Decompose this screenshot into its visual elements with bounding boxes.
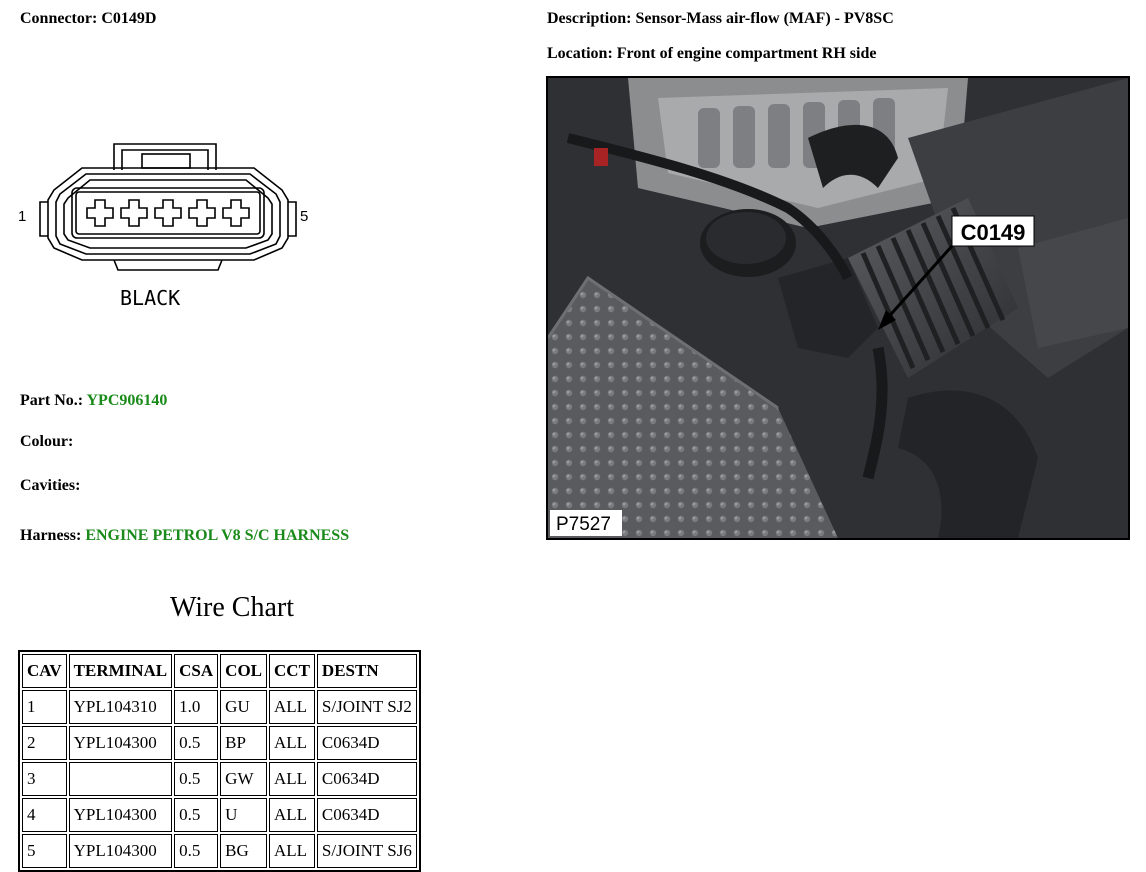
part-no-label: Part No.: <box>20 392 84 409</box>
cavities-row <box>20 477 80 495</box>
header-csa: CSA <box>174 654 218 688</box>
location-heading <box>547 45 876 63</box>
table-row <box>22 726 417 760</box>
cell-cct: ALL <box>269 762 315 796</box>
wire-chart-table <box>18 650 421 872</box>
cell-col: BP <box>220 726 267 760</box>
cell-cav: 5 <box>22 834 67 868</box>
harness-row <box>20 527 349 545</box>
wire-chart-header-row <box>22 654 417 688</box>
wire-chart-title: Wire Chart <box>169 592 295 623</box>
cavity-terminal <box>189 200 215 226</box>
cell-cav: 4 <box>22 798 67 832</box>
header-cav: CAV <box>22 654 67 688</box>
table-row <box>22 690 417 724</box>
part-no-link[interactable]: YPC906140 <box>86 392 168 409</box>
cell-terminal: YPL104300 <box>69 726 173 760</box>
table-row <box>22 762 417 796</box>
part-no-row <box>20 392 167 410</box>
connector-heading <box>20 10 156 28</box>
location-label: Location: <box>547 45 613 62</box>
cell-destn: C0634D <box>317 762 417 796</box>
engine-bay-photo <box>546 76 1130 540</box>
header-cct: CCT <box>269 654 315 688</box>
location-value: Front of engine compartment RH side <box>616 45 877 62</box>
harness-link[interactable]: ENGINE PETROL V8 S/C HARNESS <box>85 527 350 544</box>
description-label: Description: <box>547 10 632 27</box>
cell-cav: 3 <box>22 762 67 796</box>
cell-csa: 1.0 <box>174 690 218 724</box>
cell-col: GU <box>220 690 267 724</box>
header-destn: DESTN <box>317 654 417 688</box>
colour-label: Colour: <box>20 433 74 450</box>
cell-cct: ALL <box>269 798 315 832</box>
cell-terminal <box>69 762 173 796</box>
cavity-terminal <box>155 200 181 226</box>
cavity-terminal <box>121 200 147 226</box>
figure-id-label: P7527 <box>556 514 611 535</box>
connector-value: C0149D <box>101 10 157 27</box>
colour-row <box>20 433 73 451</box>
cell-destn: S/JOINT SJ2 <box>317 690 417 724</box>
header-terminal: TERMINAL <box>69 654 173 688</box>
connector-face-diagram <box>14 132 314 317</box>
pin-1-label: 1 <box>18 208 27 225</box>
header-col: COL <box>220 654 267 688</box>
cell-csa: 0.5 <box>174 726 218 760</box>
cavity-terminal <box>87 200 113 226</box>
connector-label: Connector: <box>20 10 98 27</box>
cell-terminal: YPL104300 <box>69 834 173 868</box>
harness-label: Harness: <box>20 527 82 544</box>
cell-terminal: YPL104310 <box>69 690 173 724</box>
cavities-label: Cavities: <box>20 477 81 494</box>
table-row <box>22 834 417 868</box>
cell-cav: 2 <box>22 726 67 760</box>
connector-colour-text: BLACK <box>120 286 181 310</box>
cavity-terminal <box>223 200 249 226</box>
description-value: Sensor-Mass air-flow (MAF) - PV8SC <box>635 10 894 27</box>
cell-destn: C0634D <box>317 798 417 832</box>
cell-col: U <box>220 798 267 832</box>
cell-terminal: YPL104300 <box>69 798 173 832</box>
cell-col: GW <box>220 762 267 796</box>
cell-cct: ALL <box>269 690 315 724</box>
callout-label: C0149 <box>960 220 1026 245</box>
cell-cct: ALL <box>269 726 315 760</box>
cell-csa: 0.5 <box>174 798 218 832</box>
cavities-group <box>87 200 249 226</box>
cell-col: BG <box>220 834 267 868</box>
cell-destn: C0634D <box>317 726 417 760</box>
cell-csa: 0.5 <box>174 762 218 796</box>
cell-cct: ALL <box>269 834 315 868</box>
table-row <box>22 798 417 832</box>
cell-csa: 0.5 <box>174 834 218 868</box>
cell-cav: 1 <box>22 690 67 724</box>
description-heading <box>547 10 894 28</box>
pin-5-label: 5 <box>300 208 309 225</box>
cell-destn: S/JOINT SJ6 <box>317 834 417 868</box>
